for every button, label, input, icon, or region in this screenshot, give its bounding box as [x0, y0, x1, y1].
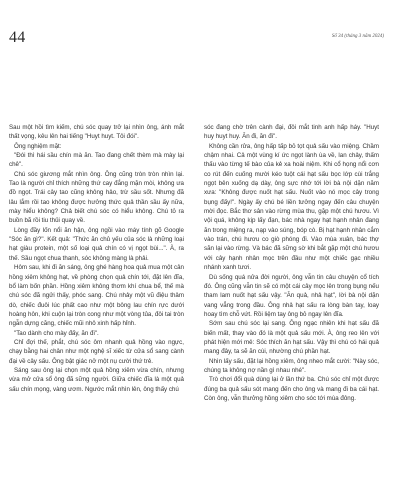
paragraph: "Đói thì hái sầu chín mà ăn. Tao đang chết thèm mà mày lại chê". — [9, 152, 184, 169]
paragraph: sóc đang chờ trên cành đại, đôi mắt tinh anh hấp háy. "Huyt huy huyt huy. Ăn đi, ăn đi". — [204, 124, 379, 141]
paragraph: Nhìn lấy sấu, đặt lại hồng xiêm, ông nheo mắt cười: "Này sóc, chúng ta không nợ nần gì nhau nhé". — [204, 357, 379, 374]
page-number: 44 — [9, 29, 26, 46]
paragraph: Sáng sau ông lại chọn một quả hồng xiêm vừa chín, nhưng vừa mở cửa sổ ông đã sững người. Giữa chiếc đĩa là một quả sấu chín mọng, vàng ươm. Ngước mắt nhìn lên, ông thấy chú — [9, 366, 184, 393]
issue-label: Số 34 (tháng 3 năm 2024) — [331, 34, 384, 39]
paragraph: Ông nghiệm mặt: — [14, 142, 62, 150]
paragraph: Dù sống quá nửa đời người, ông vẫn tin câu chuyện cổ tích đó. Ông cũng vẫn tin sẽ có một cái cây mọc lên trong bụng nếu tham lam nuốt hạt sấu vậy. "Ăn quả, nhả hạt", lời bà nội dặn vang vẳng trong đầu. Ông nhả hạt sấu ra lòng bàn tay, loay hoay tìm chỗ vứt. Rồi liệm tay ông bỏ ngay lên đĩa. — [204, 273, 379, 318]
paragraph: Lòng đầy lốn nổi ăn hận, ông ngồi vào máy tính gõ Google "Sóc ăn gì?". Kết quả: "Thức ăn chủ yếu của sóc là những loại hạt giàu protein, một số loại quả chín có vị ngọt bùi...". À, ra thế. Sầu ngọt chua thanh, sóc không màng là phải. — [9, 226, 184, 262]
paragraph: Chỉ đợi thế, phắt, chú sóc ôm nhanh quả hồng vào ngực, chạy bằng hai chân như một nghệ sĩ xiếc từ cửa sổ sang cành đại về cây sấu. Ông bật giác nở một nụ cười thứ trẻ. — [9, 338, 184, 365]
paragraph: Hôm sau, khi đi ăn sáng, ông ghé hàng hoa quả mua một cân hồng xiêm không hạt, về phòng chọn quả chín tới, đặt lên đĩa, bổ làm bốn phần. Hồng xiêm không thơm khí chua bể, thế mà chú sóc đã ngửi thấy, phóc sang. Chú nhảy một vũ điệu thâm dò, chiếc đuôi lúc phất cao như một bông lau chín rực dưới hoàng hôn, khi cuộn lại tròn cong như một vòng tủa, đôi tai tròn ngẫn dựng căng, chiếc mũi nhô xinh hấp hỉnh. — [9, 264, 184, 328]
paragraph: Sau một hồi tìm kiếm, chú sóc quay trở lại nhìn ông, ánh mắt thất vọng, kêu lên hai tiếng "Huyt huyt. Tôi đói". — [9, 124, 184, 141]
paragraph: Sớm sau chú sóc lại sang. Ông ngạc nhiên khi hạt sấu đã biến mất, thay vào đó là một quả sấu mới. À, ông reo lên với phát hiện mới mẻ: Sóc thích ăn hạt sấu. Vậy thì chú có hái quả mang đây, ta sẽ ăn cùi, nhường chú phần hạt. — [204, 320, 379, 356]
paragraph: "Tao dành cho mày đấy, ăn đi". — [14, 329, 99, 337]
paragraph: Không cần rửa, ông hấp tấp bỏ tọt quả sấu vào miệng. Chầm chậm nhai. Cả một vùng kí ức ngọt lành ùa về, lan chảy, thấm thấu vào từng tế bào của kẻ xa hoài niệm. Khi cổ họng nổi cơn co rút đến cuống mười kéo tuột cái hạt sấu bọc lớp cùi trắng ngọt bên xuống dạ dày, ông sực nhớ tới lời bà nội dặn năm xưa: "Không được nuốt hạt sấu. Nuốt vào nó mọc cây trong bụng đấy!". Ngày ấy chú bé liền tưởng ngay đến câu chuyện mời đọc. Bắc thơ sân vào rừng mùa thu, gặp một chú hươu. Vì vội quá, không kịp lấy đạn, bác nhà ngay hạt hạnh nhân đang ăn trong miệng ra, nạp vào súng, bóp cò. Bị hạt hạnh nhân cắm vào trán, chú hươu co giò phóng đi. Vào mùa xuân, bác thợ săn lại vào rừng. Và bác đã sững sờ khi bắt gặp một chú hươu với cây hạnh nhân mọc trên đầu như một chiếc gạc nhiều nhánh xanh tươi. — [204, 142, 379, 272]
left-column — [9, 123, 184, 394]
paragraph: Trò chơi đổi quà dùng lại ở lần thứ ba. Chú sóc chỉ một được đúng ba quả sấu sót mang đến cho ông và mang đi ba cái hạt. Còn ông, vẫn thưởng hồng xiêm cho sóc tới mùa đông. — [204, 376, 379, 402]
paragraph: Chú sóc giương mắt nhìn ông. Ông cũng tròn tròn nhìn lại. Tao là người chỉ thích những thứ cay đắng mặn mòi, không ưa đồ ngọt. Trái cây tao cũng không hảo, trừ sầu sốt. Nhưng đã lâu lắm rồi tao không được hưởng thức quả thần sầu ấy nữa, mày hiểu không? Chả biết chú sóc có hiểu không. Chú tỏ ra buồn bã rồi tiu thủi quay về. — [9, 170, 184, 225]
right-column — [204, 123, 379, 403]
